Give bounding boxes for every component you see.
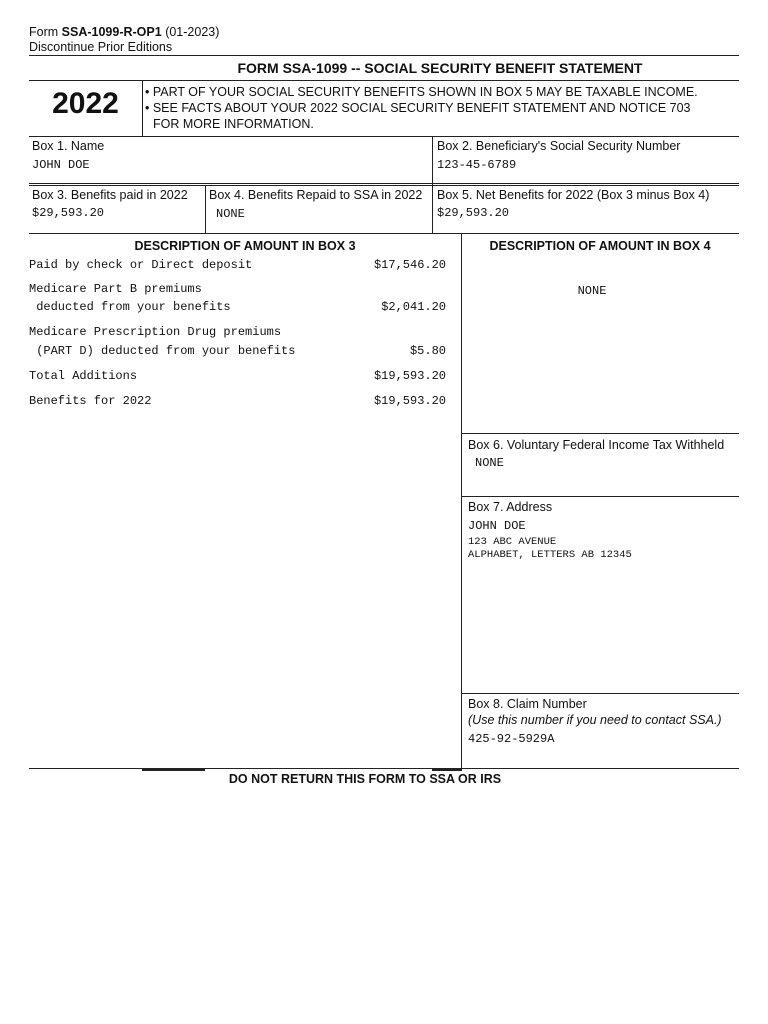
- box1-name-value: JOHN DOE: [32, 158, 90, 172]
- desc-row-3-label-cont: (PART D) deducted from your benefits: [29, 344, 296, 358]
- box1-label: Box 1. Name: [32, 139, 105, 153]
- do-not-return-notice: DO NOT RETURN THIS FORM TO SSA OR IRS: [228, 772, 502, 786]
- box3-label: Box 3. Benefits paid in 2022: [32, 188, 188, 202]
- box7-city: ALPHABET, LETTERS AB 12345: [468, 549, 632, 561]
- box8-note: (Use this number if you need to contact SSA.): [468, 713, 722, 727]
- desc-row-5-label: Benefits for 2022: [29, 394, 152, 408]
- description-top-rule: [29, 233, 739, 234]
- bottom-rule-accent: [142, 769, 205, 771]
- desc-row-1-label: Paid by check or Direct deposit: [29, 258, 253, 272]
- box5-label: Box 5. Net Benefits for 2022 (Box 3 minus Box 4): [437, 188, 710, 202]
- year-divider: [142, 80, 143, 136]
- tax-year: 2022: [52, 87, 119, 120]
- box7-top-rule: [461, 496, 739, 497]
- notice-line-1: • PART OF YOUR SOCIAL SECURITY BENEFITS SHOWN IN BOX 5 MAY BE TAXABLE INCOME.: [145, 85, 698, 99]
- box4-label: Box 4. Benefits Repaid to SSA in 2022: [209, 188, 423, 202]
- desc-row-1-amount: $17,546.20: [373, 258, 446, 272]
- desc-row-5-amount: $19,593.20: [373, 394, 446, 408]
- title-rule: [29, 80, 739, 81]
- desc-row-3-amount: $5.80: [409, 344, 446, 358]
- desc-row-3-label: Medicare Prescription Drug premiums: [29, 325, 282, 339]
- box4-description-heading: DESCRIPTION OF AMOUNT IN BOX 4: [489, 239, 711, 253]
- box4-divider: [205, 185, 206, 234]
- box6-top-rule: [461, 433, 739, 434]
- discontinue-note: Discontinue Prior Editions: [29, 40, 173, 54]
- box4-description-value: NONE: [577, 284, 607, 298]
- desc-row-2-amount: $2,041.20: [381, 300, 446, 314]
- box3-value: $29,593.20: [32, 206, 105, 220]
- box2-label: Box 2. Beneficiary's Social Security Number: [437, 139, 681, 153]
- desc-row-2-label-cont: deducted from your benefits: [29, 300, 231, 314]
- notice-line-3: FOR MORE INFORMATION.: [153, 117, 314, 131]
- box4-value: NONE: [216, 207, 245, 221]
- box7-label: Box 7. Address: [468, 500, 553, 514]
- bottom-rule: [29, 768, 739, 769]
- box3-top-rule: [29, 183, 739, 184]
- box6-value: NONE: [475, 456, 504, 470]
- box8-label: Box 8. Claim Number: [468, 697, 587, 711]
- form-title: FORM SSA-1099 -- SOCIAL SECURITY BENEFIT STATEMENT: [237, 60, 643, 76]
- desc-row-2-label: Medicare Part B premiums: [29, 282, 202, 296]
- box7-street: 123 ABC AVENUE: [468, 536, 557, 548]
- box3-description-heading: DESCRIPTION OF AMOUNT IN BOX 3: [134, 239, 356, 253]
- bottom-rule-accent-2: [432, 769, 462, 771]
- box6-label: Box 6. Voluntary Federal Income Tax Withheld: [468, 438, 725, 452]
- box8-claim-number: 425-92-5929A: [468, 732, 555, 746]
- form-number: Form SSA-1099-R-OP1 (01-2023): [29, 25, 220, 39]
- desc-row-4-label: Total Additions: [29, 369, 138, 383]
- notice-line-2: • SEE FACTS ABOUT YOUR 2022 SOCIAL SECURITY BENEFIT STATEMENT AND NOTICE 703: [145, 101, 691, 115]
- box1-top-rule: [29, 136, 739, 137]
- box8-top-rule: [461, 693, 739, 694]
- right-column-divider: [461, 233, 462, 769]
- top-rule: [29, 55, 739, 56]
- desc-row-4-amount: $19,593.20: [373, 369, 446, 383]
- box5-value: $29,593.20: [437, 206, 510, 220]
- box2-ssn-value: 123-45-6789: [437, 158, 517, 172]
- box7-name: JOHN DOE: [468, 519, 526, 533]
- box3-top-rule-2: [29, 185, 739, 186]
